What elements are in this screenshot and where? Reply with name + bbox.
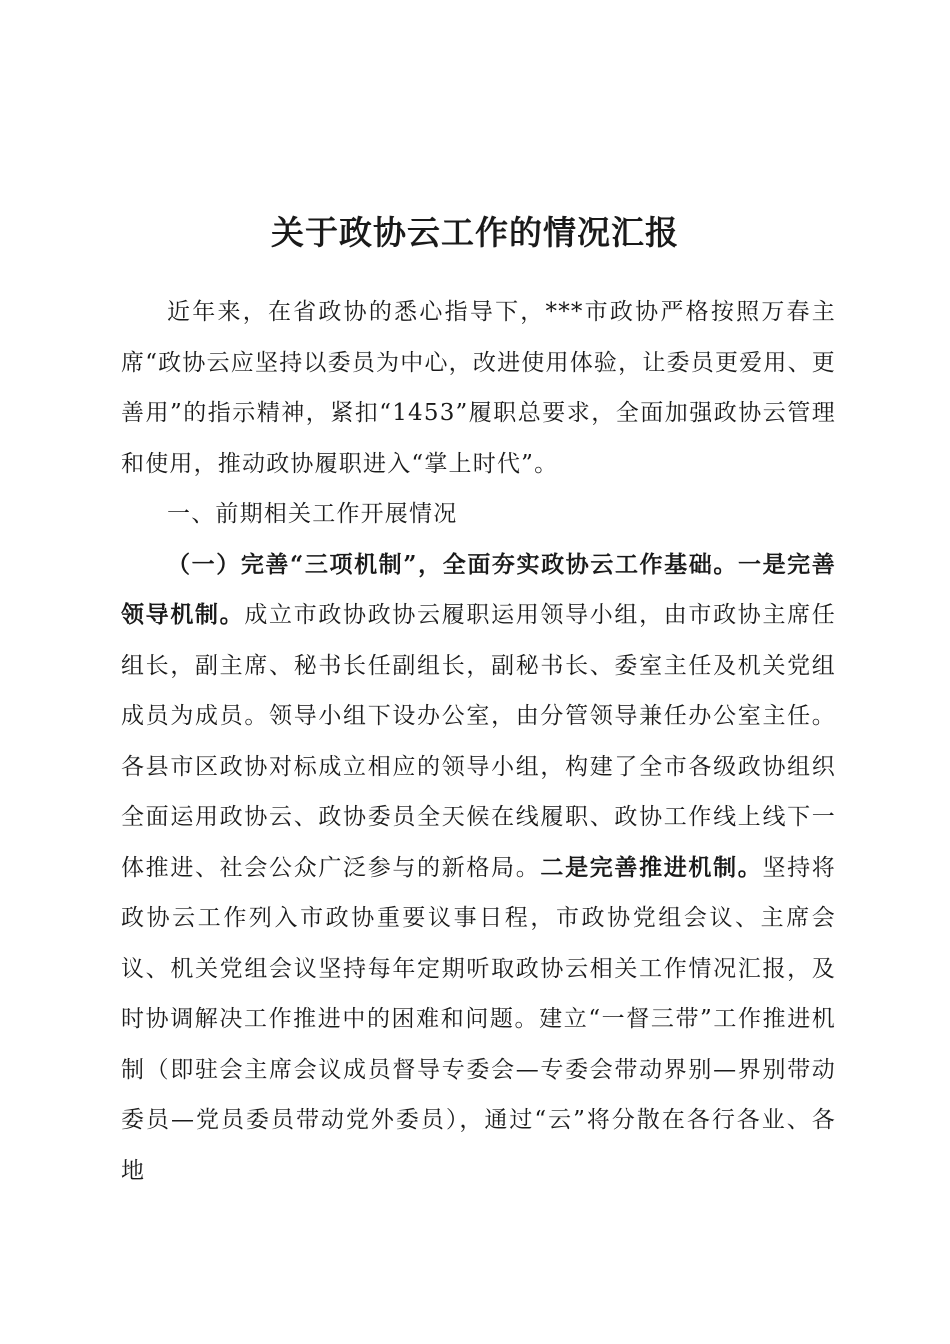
point-label: 二是完善推进机制。 [540,853,763,881]
document-title: 关于政协云工作的情况汇报 [271,213,679,253]
subsection-heading: （一）完善“三项机制”，全面夯实政协云工作基础。 [167,550,738,578]
point-label: 一是完善领导机制。 [121,550,836,628]
section-heading: 一、前期相关工作开展情况 [167,501,458,527]
document-body [121,287,836,1196]
intro-paragraph: 近年来，在省政协的悉心指导下，***市政协严格按照万春主席“政协云应坚持以委员为中心，改进使用体验，让委员更爱用、更善用”的指示精神，紧扣“1453”履职总要求，全面加强政协云管理和使用，推动政协履职进入“掌上时代”。 [121,299,836,477]
subsection-paragraph [121,540,836,1197]
point-text: 坚持将政协云工作列入市政协重要议事日程，市政协党组会议、主席会议、机关党组会议坚持每年定期听取政协云相关工作情况汇报，及时协调解决工作推进中的困难和问题。建立“一督三带”工作推进机制（即驻会主席会议成员督导专委会—专委会带动界别—界别带动委员—党员委员带动党外委员），通过“云”将分散在各行各业、各地 [121,854,836,1184]
point-text: 成立市政协政协云履职运用领导小组，由市政协主席任组长，副主席、秘书长任副组长，副秘书长、委室主任及机关党组成员为成员。领导小组下设办公室，由分管领导兼任办公室主任。各县市区政协对标成立相应的领导小组，构建了全市各级政协组织全面运用政协云、政协委员全天候在线履职、政协工作线上线下一体推进、社会公众广泛参与的新格局。 [121,602,836,881]
